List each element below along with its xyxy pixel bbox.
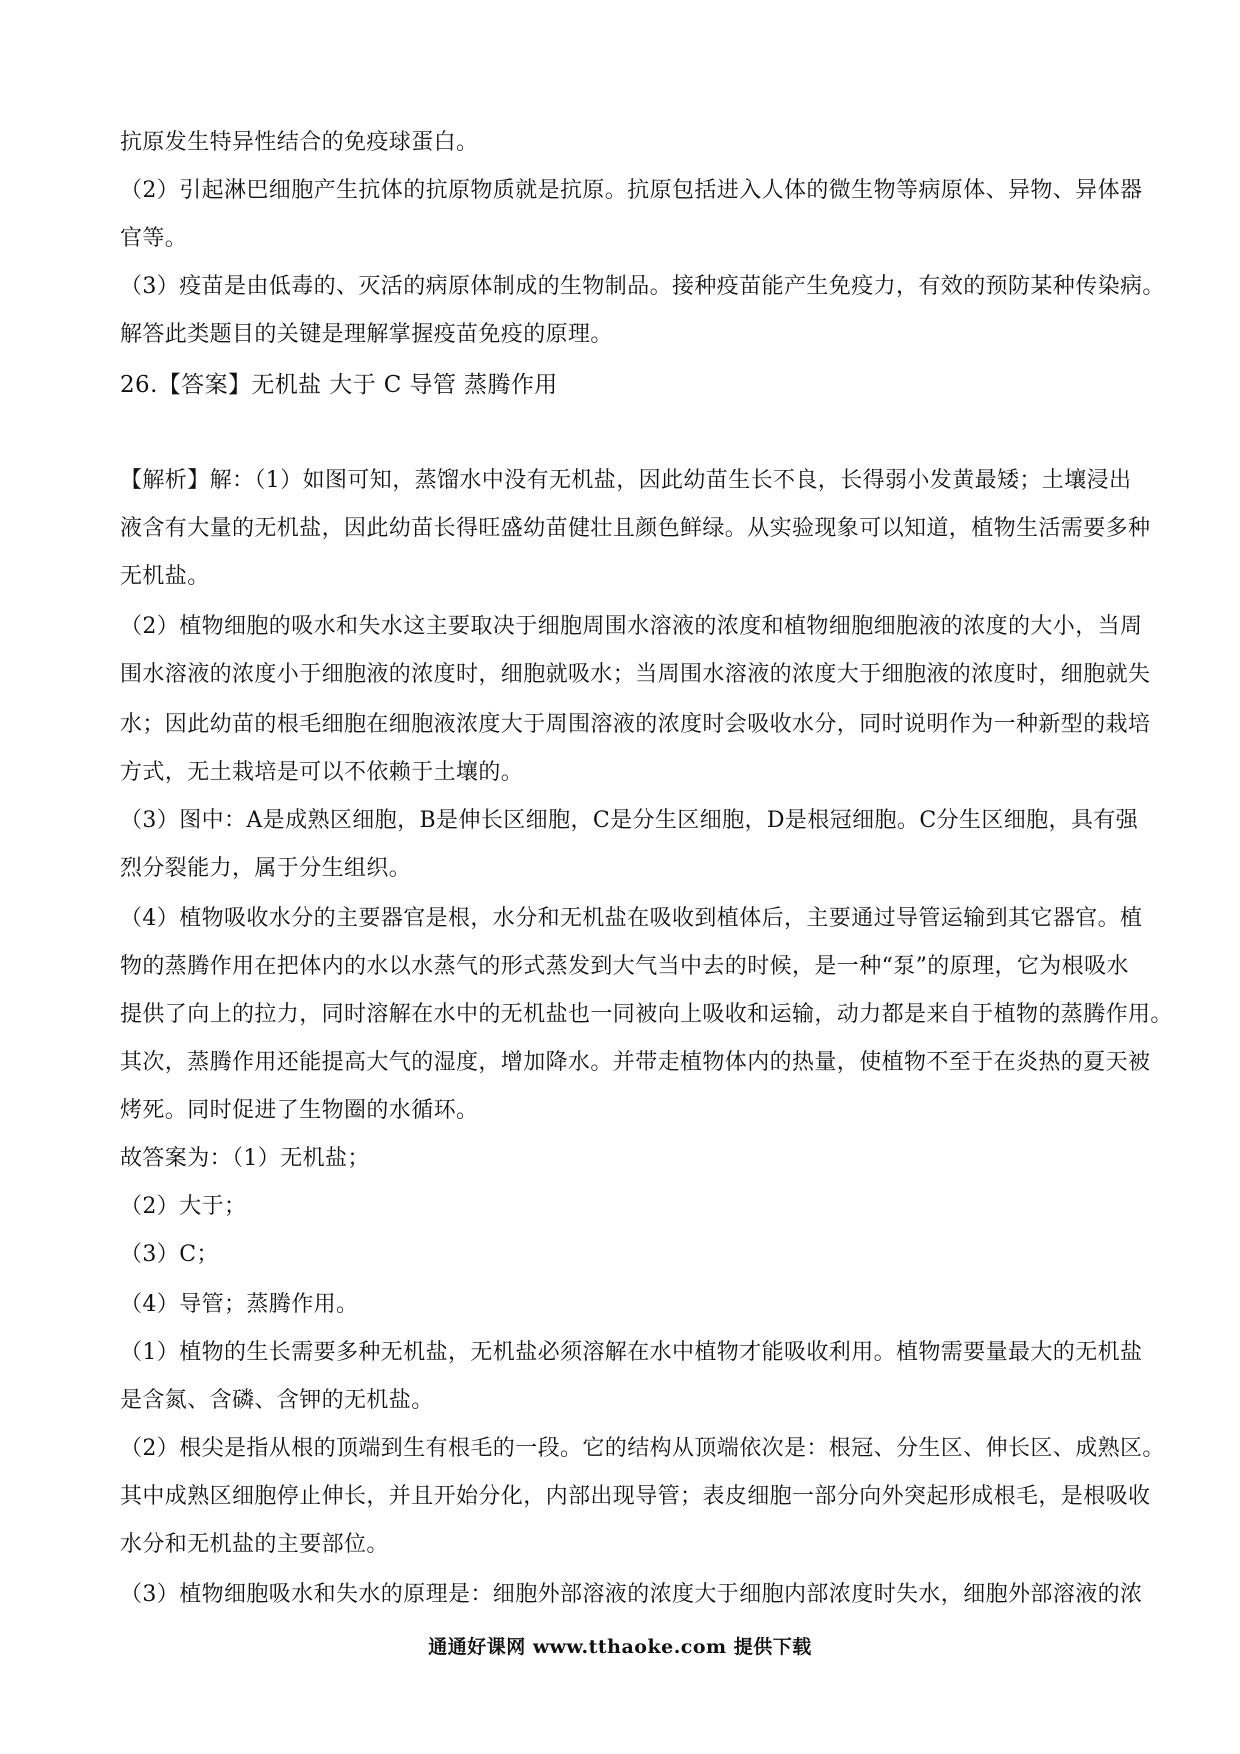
text-line: 围水溶液的浓度小于细胞液的浓度时，细胞就吸水；当周围水溶液的浓度大于细胞液的浓度时，细胞就失 — [120, 662, 1151, 687]
text-line: （2）植物细胞的吸水和失水这主要取决于细胞周围水溶液的浓度和植物细胞细胞液的浓度的大小，当周 — [120, 614, 1143, 639]
text-line: （2）大于； — [120, 1194, 247, 1219]
text-line: 其中成熟区细胞停止伸长，并且开始分化，内部出现导管；表皮细胞一部分向外突起形成根毛，是根吸收 — [120, 1484, 1151, 1509]
text-line: （3）植物细胞吸水和失水的原理是：细胞外部溶液的浓度大于细胞内部浓度时失水，细胞外部溶液的浓 — [120, 1582, 1143, 1607]
text-line: （2）根尖是指从根的顶端到生有根毛的一段。它的结构从顶端依次是：根冠、分生区、伸长区、成熟区。 — [120, 1436, 1165, 1461]
analysis-line: 【解析】解：（1）如图可知，蒸馏水中没有无机盐，因此幼苗生长不良，长得弱小发黄最矮；土壤浸出 — [120, 468, 1132, 493]
text-line: 其次，蒸腾作用还能提高大气的湿度，增加降水。并带走植物体内的热量，使植物不至于在炎热的夏天被 — [120, 1050, 1151, 1075]
text-line: 提供了向上的拉力，同时溶解在水中的无机盐也一同被向上吸收和运输，动力都是来自于植物的蒸腾作用。 — [120, 1002, 1173, 1027]
text-line: 烤死。同时促进了生物圈的水循环。 — [120, 1098, 479, 1123]
text-line: （3）C； — [120, 1242, 219, 1267]
page-footer: 通通好课网 www.tthaoke.com 提供下载 — [428, 1636, 812, 1658]
text-line: （2）引起淋巴细胞产生抗体的抗原物质就是抗原。抗原包括进入人体的微生物等病原体、异物、异体器 — [120, 178, 1143, 203]
text-line: 抗原发生特异性结合的免疫球蛋白。 — [120, 130, 479, 155]
text-line: 水分和无机盐的主要部位。 — [120, 1532, 389, 1557]
text-line: 官等。 — [120, 226, 188, 251]
text-line: 烈分裂能力，属于分生组织。 — [120, 856, 412, 881]
text-line: 水；因此幼苗的根毛细胞在细胞液浓度大于周围溶液的浓度时会吸收水分，同时说明作为一种新型的栽培 — [120, 712, 1151, 737]
text-line: 无机盐。 — [120, 564, 210, 589]
text-line: 是含氮、含磷、含钾的无机盐。 — [120, 1388, 434, 1413]
text-line: （3）图中：A是成熟区细胞，B是伸长区细胞，C是分生区细胞，D是根冠细胞。C分生区细胞，具有强 — [120, 808, 1139, 833]
text-line: 方式，无土栽培是可以不依赖于土壤的。 — [120, 760, 524, 785]
answer-heading: 26.【答案】无机盐 大于 C 导管 蒸腾作用 — [120, 372, 558, 398]
text-line: 液含有大量的无机盐，因此幼苗长得旺盛幼苗健壮且颜色鲜绿。从实验现象可以知道，植物生活需要多种 — [120, 516, 1151, 541]
text-line: （4）导管；蒸腾作用。 — [120, 1292, 359, 1317]
text-line: 解答此类题目的关键是理解掌握疫苗免疫的原理。 — [120, 322, 613, 347]
text-line: （1）植物的生长需要多种无机盐，无机盐必须溶解在水中植物才能吸收利用。植物需要量最大的无机盐 — [120, 1340, 1143, 1365]
text-line: （3）疫苗是由低毒的、灭活的病原体制成的生物制品。接种疫苗能产生免疫力，有效的预防某种传染病。 — [120, 274, 1165, 299]
text-line: 物的蒸腾作用在把体内的水以水蒸气的形式蒸发到大气当中去的时候，是一种“泵”的原理，它为根吸水 — [120, 954, 1129, 979]
text-line: 故答案为：（1）无机盐； — [120, 1146, 370, 1171]
text-line: （4）植物吸收水分的主要器官是根，水分和无机盐在吸收到植体后，主要通过导管运输到其它器官。植 — [120, 906, 1143, 931]
